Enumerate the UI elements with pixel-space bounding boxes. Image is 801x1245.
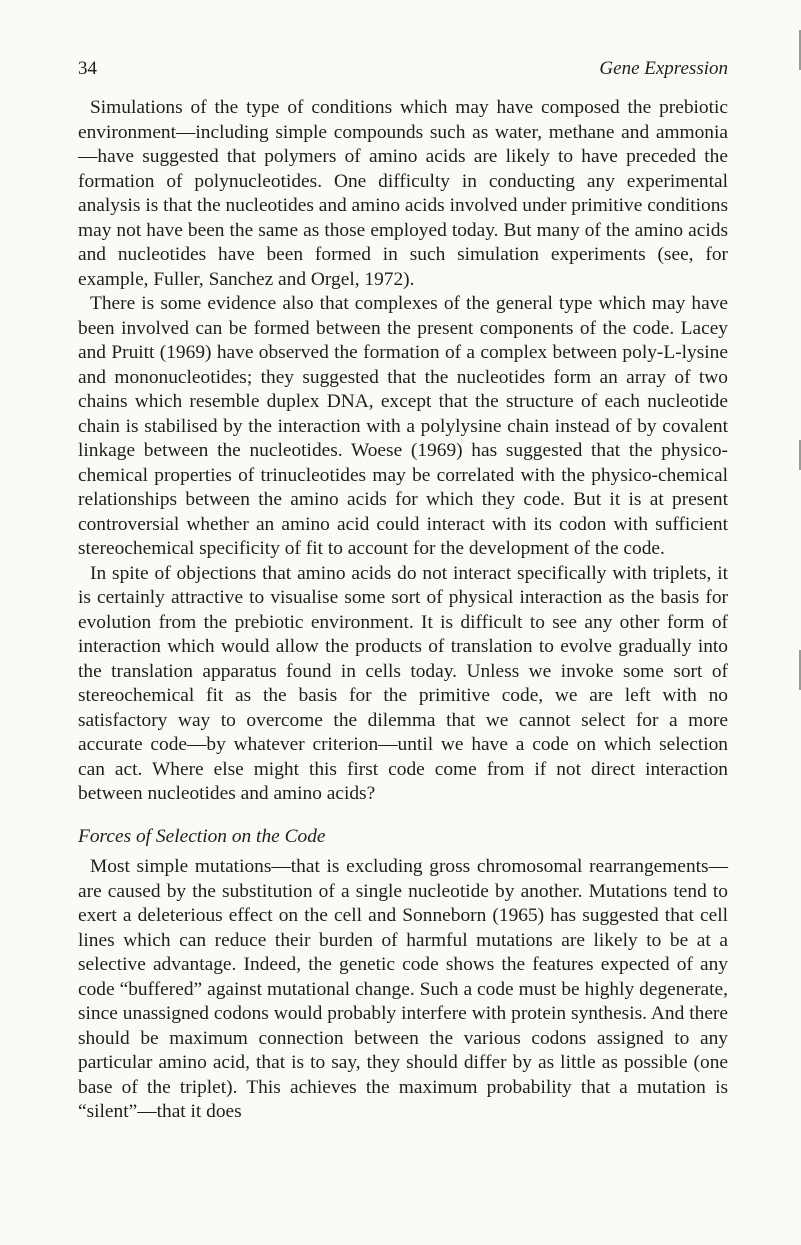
paragraph: Simulations of the type of conditions which may have composed the prebiotic environment—including simple compounds such as water, methane and ammonia—have suggested that polymers of amino acids are likely to have preceded the formation of polynucleotides. One difficulty in conducting any experimental analysis is that the nucleotides and amino acids involved under primitive conditions may not have been the same as those employed today. But many of the amino acids and nucleotides have been formed in such simulation experiments (see, for example, Fuller, Sanchez and Orgel, 1972).: [78, 97, 728, 290]
paragraph: There is some evidence also that complexes of the general type which may have been involved can be formed between the present components of the code. Lacey and Pruitt (1969) have observed the formation of a complex between poly-L-lysine and mononucleotides; they suggested that the nucleotides form an array of two chains which resemble duplex DNA, except that the structure of each nucleotide chain is stabilised by the interaction with a polylysine chain instead of by covalent linkage between the nucleotides. Woese (1969) has suggested that the physico-chemical properties of trinucleotides may be correlated with the physico-chemical relationships between the amino acids for which they code. But it is at present controversial whether an amino acid could interact with its codon with sufficient stereochemical specificity of fit to account for the development of the code.: [78, 293, 728, 559]
paragraph: Most simple mutations—that is excluding gross chromosomal rearrangements—are caused by the substitution of a single nucleotide by another. Mutations tend to exert a deleterious effect on the cell and Sonneborn (1965) has suggested that cell lines which can reduce their burden of harmful mutations are likely to be at a selective advantage. Indeed, the genetic code shows the features expected of any code “buffered” against mutational change. Such a code must be highly degenerate, since unassigned codons would probably interfere with protein synthesis. And there should be maximum connection between the various codons assigned to any particular amino acid, that is to say, they should differ by as little as possible (one base of the triplet). This achieves the maximum probability that a mutation is “silent”—that it does: [78, 856, 728, 1122]
chapter-title: Gene Expression: [599, 58, 728, 79]
page-number: 34: [78, 58, 97, 79]
running-head: [78, 58, 728, 84]
body-text: [78, 96, 728, 1125]
section-heading: Forces of Selection on the Code: [78, 825, 326, 847]
paragraph: In spite of objections that amino acids do not interact specifically with triplets, it is certainly attractive to visualise some sort of physical interaction as the basis for evolution from the prebiotic environment. It is difficult to see any other form of interaction which would allow the products of translation to evolve gradually into the translation apparatus found in cells today. Unless we invoke some sort of stereochemical fit as the basis for the primitive code, we are left with no satisfactory way to overcome the dilemma that we cannot select for a more accurate code—by whatever criterion—until we have a code on which selection can act. Where else might this first code come from if not direct interaction between nucleotides and amino acids?: [78, 562, 728, 804]
